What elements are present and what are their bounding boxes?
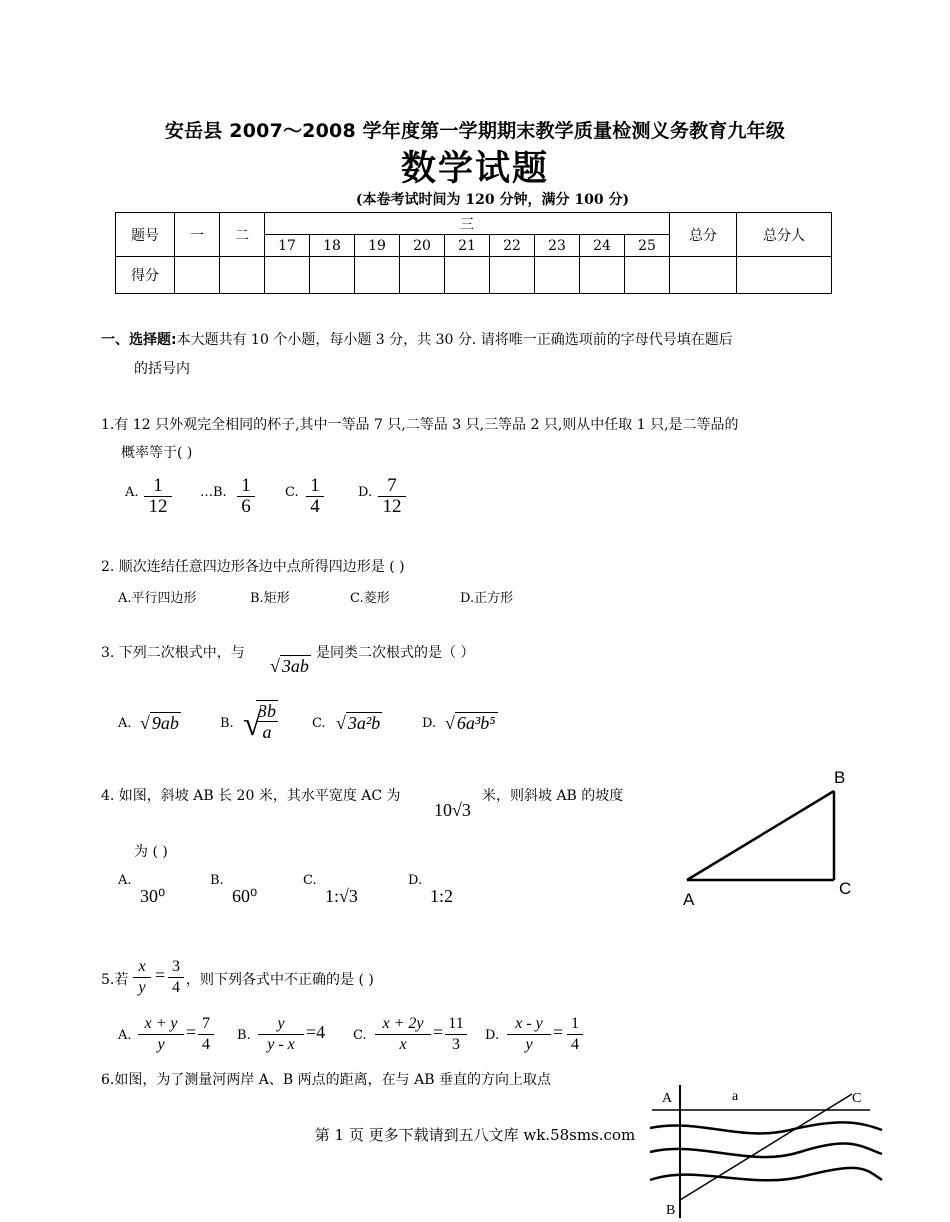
q5-option-c-label: C. xyxy=(353,1028,367,1043)
score-table-subcol: 18 xyxy=(310,235,355,257)
q2-option-d: D.正方形 xyxy=(460,591,514,606)
q6-figure-river-bank-2 xyxy=(650,1143,882,1157)
q3-option-d-label: D. xyxy=(422,716,437,731)
q5-option-a-label: A. xyxy=(118,1028,132,1043)
q1-stem-line2: 概率等于( ) xyxy=(121,445,193,461)
q6-river-figure xyxy=(640,1080,890,1222)
q5-a-denominator: y xyxy=(157,1036,165,1053)
score-cell[interactable] xyxy=(265,257,310,294)
score-cell[interactable] xyxy=(737,257,832,294)
q5-c-denominator: x xyxy=(399,1036,407,1053)
q3-stem-radical: √ 3ab xyxy=(270,656,309,676)
q1-d-numerator: 7 xyxy=(378,476,406,497)
q5-stem-denominator-4: 4 xyxy=(172,979,180,996)
q1-d-denominator: 12 xyxy=(382,496,402,517)
q3-c-radicand: 3a²b xyxy=(347,713,381,733)
q3-option-b-radical-sign: √ xyxy=(243,706,262,743)
q3-option-c-expr: √ 3a²b xyxy=(336,713,381,733)
score-table-subcol: 22 xyxy=(490,235,535,257)
q5-option-c-equals: = xyxy=(433,1022,444,1042)
section1-heading: 一、选择题: xyxy=(101,332,177,348)
section1-line1 xyxy=(101,326,733,354)
q3-option-a-expr: √ 9ab xyxy=(140,713,179,733)
q3-option-d-expr: √ 6a³b⁵ xyxy=(445,713,496,733)
q5-option-a-equals: = xyxy=(186,1022,197,1042)
q5-option-d-label: D. xyxy=(485,1028,500,1043)
q2-stem: 2. 顺次连结任意四边形各边中点所得四边形是 ( ) xyxy=(101,559,405,575)
score-cell[interactable] xyxy=(220,257,265,294)
exam-note: (本卷考试时间为 120 分钟，满分 100 分) xyxy=(355,192,630,208)
q5-option-b-rhs: =4 xyxy=(306,1022,326,1042)
q1-option-a-fraction xyxy=(144,476,172,517)
q5-stem-numerator-x: x xyxy=(133,957,151,978)
q5-c-rhs-numerator: 11 xyxy=(445,1014,467,1035)
q5-b-numerator: y xyxy=(258,1014,304,1035)
q1-option-d-fraction xyxy=(378,476,406,517)
score-table-total: 总分 xyxy=(670,213,737,257)
q6-figure-label-a: A xyxy=(662,1091,673,1106)
q3-stem-post: 是同类二次根式的是（ ） xyxy=(316,645,475,661)
score-table-col-one: 一 xyxy=(175,213,220,257)
score-cell[interactable] xyxy=(400,257,445,294)
q5-option-b-lhs xyxy=(258,1014,304,1055)
q6-figure-label-b: B xyxy=(666,1203,676,1218)
q1-b-denominator: 6 xyxy=(241,496,251,517)
q4-stem-pre: 4. 如图，斜坡 AB 长 20 米，其水平宽度 AC 为 xyxy=(101,788,401,804)
q4-option-a-label: A. xyxy=(118,873,132,888)
q5-option-c-lhs xyxy=(375,1014,431,1055)
score-table-subcol: 19 xyxy=(355,235,400,257)
q5-option-d-lhs xyxy=(507,1014,551,1055)
q5-stem-fraction-34 xyxy=(168,957,184,998)
q1-a-numerator: 1 xyxy=(144,476,172,497)
q5-stem-pre: 5.若 xyxy=(101,972,129,988)
q5-c-numerator: x + 2y xyxy=(375,1014,431,1035)
q6-figure-label-c: C xyxy=(852,1091,862,1106)
q1-option-d-label: D. xyxy=(358,485,373,500)
score-cell[interactable] xyxy=(445,257,490,294)
q4-slope-figure xyxy=(670,760,870,915)
score-table-col-two: 二 xyxy=(220,213,265,257)
score-table-subcol: 23 xyxy=(535,235,580,257)
score-table-score-label: 得分 xyxy=(116,257,175,294)
q4-figure-label-c: C xyxy=(839,879,852,898)
q1-b-numerator: 1 xyxy=(237,476,255,497)
score-cell[interactable] xyxy=(175,257,220,294)
score-table-col-three: 三 xyxy=(265,213,670,235)
score-table-subcol: 25 xyxy=(625,235,670,257)
section1-text: 本大题共有 10 个小题，每小题 3 分，共 30 分. 请将唯一正确选项前的字母代号填在题后 xyxy=(176,332,733,348)
q2-option-c: C.菱形 xyxy=(350,591,390,606)
q5-stem-post: ，则下列各式中不正确的是 ( ) xyxy=(186,972,374,988)
score-cell[interactable] xyxy=(580,257,625,294)
q3-stem-pre: 3. 下列二次根式中，与 xyxy=(101,645,245,661)
q5-option-b-label: B. xyxy=(237,1028,251,1043)
q1-option-c-label: C. xyxy=(285,485,299,500)
q2-option-b: B.矩形 xyxy=(250,591,290,606)
q4-figure-slope-ab xyxy=(687,791,834,880)
q4-option-d-label: D. xyxy=(408,873,423,888)
q1-c-denominator: 4 xyxy=(310,496,320,517)
q3-option-b-label: B. xyxy=(220,716,234,731)
q3-b-numerator: 3b xyxy=(258,701,276,721)
q5-option-d-equals: = xyxy=(553,1022,564,1042)
q4-option-c-value: 1:√3 xyxy=(325,886,358,906)
q2-option-a: A.平行四边形 xyxy=(118,591,197,606)
q1-option-b-label: …B. xyxy=(200,485,227,500)
q5-stem-denominator-y: y xyxy=(138,979,146,996)
q5-d-numerator: x - y xyxy=(507,1014,551,1035)
q5-d-denominator: y xyxy=(525,1036,533,1053)
q4-figure-label-a: A xyxy=(683,890,695,909)
score-cell[interactable] xyxy=(355,257,400,294)
q3-option-c-label: C. xyxy=(312,716,326,731)
q4-option-d-value: 1:2 xyxy=(430,886,454,906)
q1-option-a-label: A. xyxy=(125,485,139,500)
q4-figure-label-b: B xyxy=(834,768,846,787)
q3-b-denominator: a xyxy=(262,722,272,742)
q6-figure-label-small-a: a xyxy=(732,1089,739,1104)
score-table-subcol: 20 xyxy=(400,235,445,257)
q5-stem-fraction-xy xyxy=(133,957,151,998)
q6-figure-river-bank-3 xyxy=(650,1168,882,1180)
score-cell[interactable] xyxy=(490,257,535,294)
q3-d-radicand: 6a³b⁵ xyxy=(456,713,496,733)
q5-b-denominator: y - x xyxy=(267,1036,295,1053)
score-cell[interactable] xyxy=(535,257,580,294)
q1-option-c-fraction xyxy=(306,476,324,517)
q4-option-a-value: 30⁰ xyxy=(140,886,166,906)
q1-a-denominator: 12 xyxy=(148,496,168,517)
q5-option-d-rhs xyxy=(567,1014,583,1055)
score-table xyxy=(115,212,832,294)
q5-a-rhs-numerator: 7 xyxy=(198,1014,214,1035)
q5-a-rhs-denominator: 4 xyxy=(202,1036,210,1053)
score-cell[interactable] xyxy=(310,257,355,294)
q4-stem-post: 米，则斜坡 AB 的坡度 xyxy=(482,788,624,804)
score-cell[interactable] xyxy=(625,257,670,294)
q5-stem-numerator-3: 3 xyxy=(168,957,184,978)
page-footer: 第 1 页 更多下载请到五八文库 wk.58sms.com xyxy=(314,1126,636,1144)
q4-option-c-label: C. xyxy=(303,873,317,888)
q5-option-a-rhs xyxy=(198,1014,214,1055)
q3-stem-radicand: 3ab xyxy=(281,656,309,676)
q4-stem-expr: 10√3 xyxy=(434,800,471,820)
score-table-question-label: 题号 xyxy=(116,213,175,257)
exam-title: 数学试题 xyxy=(400,149,549,189)
q5-option-c-rhs xyxy=(445,1014,467,1055)
q5-stem-equals: = xyxy=(155,965,166,985)
score-table-grader: 总分人 xyxy=(737,213,832,257)
q3-a-radicand: 9ab xyxy=(151,713,179,733)
q3-option-a-label: A. xyxy=(118,716,132,731)
section1-line2: 的括号内 xyxy=(134,361,190,377)
score-table-subcol: 21 xyxy=(445,235,490,257)
q5-a-numerator: x + y xyxy=(138,1014,184,1035)
q1-stem: 1.有 12 只外观完全相同的杯子,其中一等品 7 只,二等品 3 只,三等品 2 只,则从中任取 1 只,是二等品的 xyxy=(101,417,739,433)
q1-c-numerator: 1 xyxy=(306,476,324,497)
q6-stem: 6.如图，为了测量河两岸 A、B 两点的距离，在与 AB 垂直的方向上取点 xyxy=(101,1072,551,1088)
q5-c-rhs-denominator: 3 xyxy=(452,1036,460,1053)
score-cell[interactable] xyxy=(670,257,737,294)
q5-d-rhs-numerator: 1 xyxy=(567,1014,583,1035)
q5-option-a-lhs xyxy=(138,1014,184,1055)
q4-stem-line2: 为 ( ) xyxy=(134,844,168,860)
score-table-subcol: 24 xyxy=(580,235,625,257)
exam-header-line: 安岳县 2007～2008 学年度第一学期期末教学质量检测义务教育九年级 xyxy=(164,120,786,142)
q4-option-b-label: B. xyxy=(210,873,224,888)
score-table-subcol: 17 xyxy=(265,235,310,257)
q1-option-b-fraction xyxy=(237,476,255,517)
q3-option-b-fraction xyxy=(256,700,278,742)
q5-d-rhs-denominator: 4 xyxy=(571,1036,579,1053)
q4-option-b-value: 60⁰ xyxy=(232,886,258,906)
